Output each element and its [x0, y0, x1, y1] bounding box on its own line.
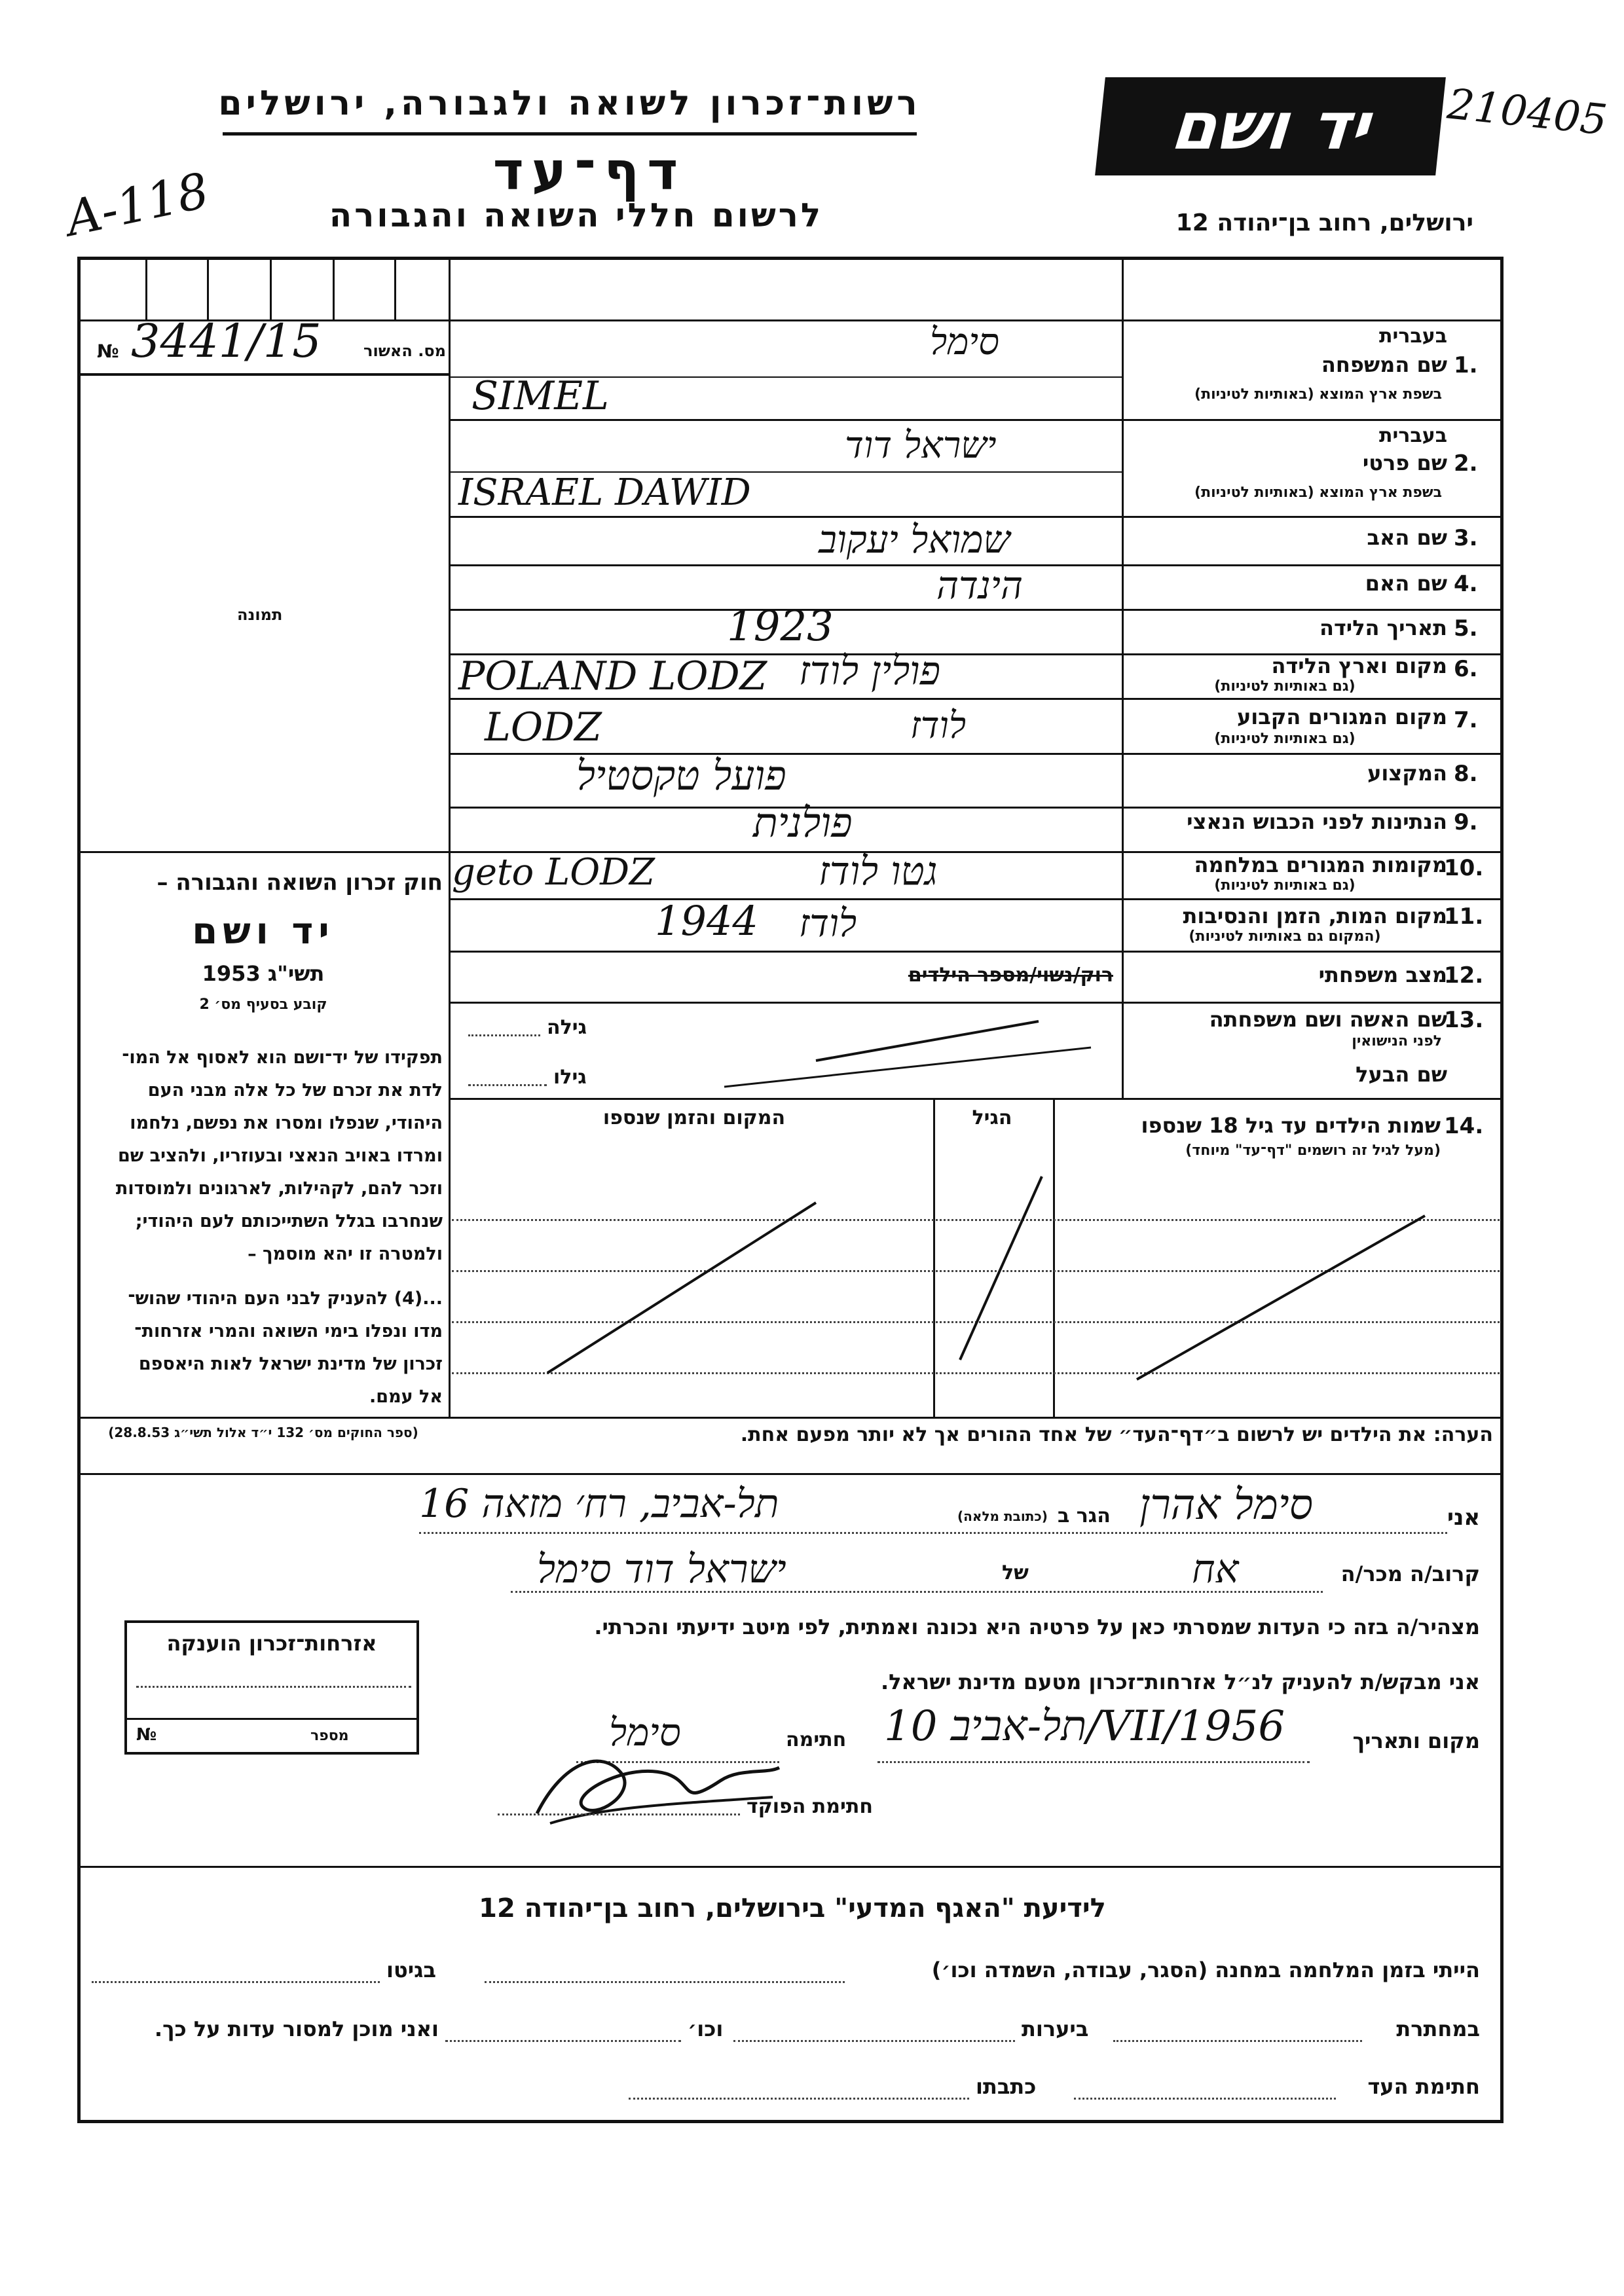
- photo-label: תמונה: [237, 606, 283, 624]
- family-name-hebrew[interactable]: סימל: [930, 321, 999, 363]
- death-place-hebrew[interactable]: לודז: [799, 901, 857, 945]
- footer-line1-b: בגיטו: [386, 1958, 436, 1982]
- first-name-latin[interactable]: ISRAEL DAWID: [458, 471, 751, 514]
- law-title: חוק זכרון השואה והגבורה –: [157, 869, 443, 896]
- birth-place-latin[interactable]: POLAND LODZ: [458, 653, 767, 699]
- address-hint: (כתובת מלאה): [957, 1508, 1048, 1524]
- field-5-label: תאריך הלידה: [1319, 615, 1447, 640]
- law-paragraph-1-line-7: ולמטרה זו יהא מוסמך –: [248, 1244, 443, 1264]
- field-13-sub: לפני הנישואין: [1352, 1033, 1442, 1049]
- field-11-label: מקום המות, הזמן והנסיבות: [1183, 903, 1447, 928]
- footer-line2-d: ואני מוכן למסור עדות על כך.: [154, 2016, 439, 2041]
- approval-no-sign: №: [97, 340, 119, 362]
- footer-line1-dots-b: [92, 1981, 380, 1983]
- law-paragraph-1-line-6: שנחרבו בגלל השתייכותם לעם היהודי;: [135, 1211, 443, 1231]
- footer-line3-dots-a: [1074, 2098, 1336, 2100]
- note-text: הערה: את הילדים יש לרשום ב״דף־העד״ של אחד ההורים אך לא יותר מפעם אחת.: [740, 1423, 1493, 1446]
- strike-line-age: [960, 1176, 1042, 1360]
- form-title: דף־עד: [492, 141, 686, 202]
- law-paragraph-2-line-1: ...(4) להעניק לבני העם היהודי שהוש־: [128, 1288, 443, 1309]
- field-7-num: 7.: [1454, 707, 1478, 733]
- husband-label: שם הבעל: [1356, 1062, 1447, 1087]
- place-date-label: מקום ותאריך: [1352, 1728, 1480, 1753]
- children-label: שמות הילדים עד גיל 18 שנספו: [1141, 1113, 1441, 1138]
- field-6-num: 6.: [1454, 656, 1478, 682]
- field-4-num: 4.: [1454, 571, 1478, 597]
- field-1-sub: בשפת ארץ המוצא (באותיות לטיניות): [1194, 386, 1442, 403]
- children-bottom-line: [77, 1417, 1504, 1419]
- approval-number: 3441/15: [131, 314, 322, 368]
- of-name-value[interactable]: ישראל דוד סימל: [537, 1546, 786, 1592]
- field-10-label: מקומות המגורים במלחמה: [1194, 852, 1447, 877]
- field-10-num: 10.: [1444, 855, 1484, 881]
- place-date-dots: [877, 1761, 1310, 1763]
- field-8-label: המקצוע: [1367, 761, 1447, 786]
- first-name-hebrew[interactable]: ישראל דוד: [845, 424, 997, 467]
- footer-line3-b: כתבתו: [976, 2074, 1037, 2099]
- field-9-label: הנתינות לפני הכבוש הנאצי: [1187, 809, 1447, 834]
- law-paragraph-1-line-3: היהודי, שנפלו ומסרו את נפשם, נלחמו: [130, 1113, 443, 1133]
- top-tick-4: [333, 257, 335, 319]
- field-2-lang: בעברית: [1379, 424, 1447, 447]
- law-paragraph-2-line-2: מדו ונפלו בימי השואה והמרי אזרחות־: [134, 1321, 443, 1341]
- top-tick-3: [270, 257, 272, 319]
- institution-underline: [223, 132, 917, 136]
- stamp-number: 210405: [1445, 80, 1610, 145]
- i-label: אני: [1447, 1504, 1481, 1531]
- field-2-sub: בשפת ארץ המוצא (באותיות לטיניות): [1194, 484, 1442, 501]
- spouse-strike-lines: [449, 1002, 1122, 1098]
- strike-line-2: [724, 1048, 1091, 1087]
- field-10-sub: (גם באותיות לטיניות): [1214, 877, 1356, 894]
- official-signature-label: חתימת הפוקד: [747, 1795, 873, 1818]
- strike-line-1: [816, 1021, 1039, 1061]
- label-column-divider: [1122, 257, 1124, 1098]
- law-paragraph-2-line-3: זכרון של מדינת ישראל לאות היאספם: [138, 1354, 443, 1374]
- children-num: 14.: [1444, 1113, 1484, 1139]
- footer-line1-dots-a: [485, 1981, 845, 1983]
- husband-age-label: גילו: [553, 1066, 587, 1089]
- field-11-sub: (המקום גם באותיות לטיניות): [1189, 928, 1381, 945]
- declaration-request: אני מבקש/ת להעניק לנ״ל אזרחות־זכרון מטעם מדינת ישראל.: [881, 1669, 1480, 1694]
- top-tick-5: [394, 257, 396, 319]
- official-signature-scribble: [524, 1735, 786, 1833]
- strike-line-names: [1137, 1216, 1425, 1379]
- declarant-address[interactable]: תל-אביב, רח׳ מזאה 16: [419, 1481, 779, 1527]
- field-2-label: שם פרטי: [1362, 450, 1447, 475]
- approval-label: מס. האשור: [363, 342, 446, 360]
- family-name-latin[interactable]: SIMEL: [471, 373, 609, 419]
- official-signature-dots: [498, 1813, 740, 1815]
- logo-text: יד ושם: [1167, 88, 1374, 164]
- relative-label: קרוב/ה מכר/ה: [1340, 1561, 1480, 1586]
- law-section: קובע בסעיף מס׳ 2: [199, 996, 327, 1013]
- footer-line3-dots-b: [629, 2098, 969, 2100]
- citizenship-no-sign: №: [136, 1725, 157, 1745]
- field-5-num: 5.: [1454, 615, 1478, 642]
- footer-line3-a: חתימת העד: [1367, 2074, 1480, 2099]
- residence-hebrew[interactable]: לודז: [910, 704, 967, 747]
- children-col-age: הגיל: [972, 1106, 1012, 1129]
- law-name: יד ושם: [192, 910, 335, 953]
- relation-line-dots: [511, 1591, 1323, 1593]
- profession-value[interactable]: פועל טקסטיל: [576, 752, 786, 799]
- footer-line1-a: הייתי בזמן המלחמה במחנה (הסגר, עבודה, השמדה וכו׳): [931, 1958, 1480, 1982]
- field-13-label: שם האשה ושם משפחתה: [1209, 1007, 1447, 1032]
- father-name-value[interactable]: שמואל יעקוב: [819, 517, 1010, 562]
- field-7-sub: (גם באותיות לטיניות): [1214, 731, 1356, 747]
- field-1-lang: בעברית: [1379, 325, 1447, 348]
- death-year-value[interactable]: 1944: [655, 897, 758, 945]
- top-tick-1: [145, 257, 147, 319]
- field-13-num: 13.: [1444, 1007, 1484, 1033]
- top-tick-2: [207, 257, 209, 319]
- footer-line2-dots-b: [733, 2040, 1015, 2042]
- footer-line2-dots-a: [1113, 2040, 1362, 2042]
- footer-line2-a: במחתרת: [1396, 2016, 1480, 2041]
- mother-name-value[interactable]: הינדה: [936, 563, 1023, 608]
- signature-label: חתימה: [786, 1728, 847, 1751]
- wartime-residence-hebrew[interactable]: גטו לודז: [819, 848, 938, 894]
- children-strike-lines: [449, 1098, 1504, 1417]
- field-6-sub: (גם באותיות לטיניות): [1214, 678, 1356, 695]
- law-year: תשי"ג 1953: [202, 961, 325, 986]
- field-8-num: 8.: [1454, 761, 1478, 787]
- field-3-num: 3.: [1454, 525, 1478, 551]
- field-3-label: שם האב: [1367, 525, 1447, 550]
- field-12-label: מצב משפחתי: [1318, 962, 1447, 987]
- residence-latin[interactable]: LODZ: [485, 704, 602, 750]
- field-9-num: 9.: [1454, 809, 1478, 835]
- citizenship-dots-1: [136, 1686, 411, 1688]
- law-paragraph-2-line-4: אל עמם.: [369, 1387, 443, 1407]
- law-paragraph-1-line-4: ומרדו באויב הנאצי ובעוזריו, ולהציב שם: [117, 1146, 443, 1166]
- row-line-8: [449, 807, 1504, 809]
- birth-place-hebrew[interactable]: פולין לודז: [799, 648, 941, 694]
- children-sub: (מעל לגיל זה רושמים "דף־עד" מיוחד): [1185, 1142, 1441, 1159]
- law-paragraph-1-line-1: תפקידו של יד־ושם הוא לאסוף אל המו־: [122, 1048, 443, 1068]
- footer-line2-dots-c: [445, 2040, 681, 2042]
- field-7-label: מקום המגורים הקבוע: [1236, 704, 1447, 729]
- citizenship-title: אזרחות־זכרון הוענקה: [166, 1631, 377, 1656]
- declaration-statement: מצהיר/ה בזה כי העדות שמסרתי כאן על פרטיה היא נכונה ואמתית, לפי מיטב ידיעתי והכרתי.: [594, 1614, 1480, 1639]
- margin-note: A-118: [61, 162, 214, 247]
- law-citation: (ספר החוקים מס׳ 132 י״ד אלול תשי״ג 28.8.53): [108, 1425, 418, 1440]
- citizenship-box: [124, 1620, 419, 1755]
- field-1-label: שם המשפחה: [1321, 352, 1447, 377]
- law-paragraph-1-line-5: וזכר להם, לקהילות, לארגונים ולמוסדות: [115, 1178, 443, 1199]
- wife-age-label: גילה: [547, 1016, 587, 1039]
- law-paragraph-1-line-2: לדת את זכרם של כל אלה מבני העם: [147, 1080, 443, 1101]
- institution-name: רשות־זכרון לשואה ולגבורה, ירושלים: [218, 84, 921, 123]
- field-11-num: 11.: [1444, 903, 1484, 930]
- note-bottom-line: [77, 1473, 1504, 1475]
- row-line-10: [449, 898, 1504, 900]
- birth-date-value[interactable]: 1923: [727, 602, 834, 651]
- yad-vashem-logo: [1095, 77, 1446, 175]
- row-line-11: [449, 951, 1504, 953]
- field-12-num: 12.: [1444, 962, 1484, 989]
- address-line: ירושלים, רחוב בן־יהודה 12: [1175, 210, 1473, 236]
- of-label: של: [1002, 1561, 1029, 1584]
- footer-line2-c: וכו׳: [688, 2016, 724, 2041]
- relation-value[interactable]: אח: [1192, 1546, 1239, 1592]
- declarant-name[interactable]: סימל אהרן: [1139, 1481, 1314, 1529]
- declarant-signature: סימל: [609, 1710, 681, 1755]
- children-col-place: המקום והזמן שנספו: [602, 1106, 786, 1129]
- field-4-label: שם האם: [1365, 571, 1447, 596]
- row-line-1: [449, 419, 1504, 421]
- field-2-num: 2.: [1454, 450, 1478, 477]
- place-date-value[interactable]: תל-אביב 10/VII/1956: [884, 1702, 1285, 1751]
- footer-top-line: [77, 1866, 1504, 1868]
- marital-status-options: רוק/נשוי/מספר הילדים: [908, 964, 1113, 987]
- field-1-num: 1.: [1454, 352, 1478, 378]
- form-subtitle: לרשום חללי השואה והגבורה: [329, 196, 824, 234]
- wartime-residence-latin[interactable]: geto LODZ: [452, 851, 655, 894]
- strike-line-place: [547, 1203, 816, 1373]
- resides-label: הגר ב: [1058, 1504, 1111, 1527]
- citizenship-number-label: מספר: [310, 1728, 349, 1744]
- footer-title: לידיעת "האגף המדעי" בירושלים, רחוב בן־יהודה 12: [479, 1893, 1106, 1923]
- law-top-line: [77, 851, 449, 853]
- footer-line2-b: ביערות: [1022, 2016, 1089, 2041]
- approval-line: [77, 373, 449, 376]
- address-line-dots: [419, 1532, 1447, 1534]
- nationality-value[interactable]: פולנית: [753, 799, 853, 847]
- row-line-4: [449, 609, 1504, 611]
- citizenship-line: [127, 1718, 416, 1720]
- field-6-label: מקום וארץ הלידה: [1271, 653, 1447, 678]
